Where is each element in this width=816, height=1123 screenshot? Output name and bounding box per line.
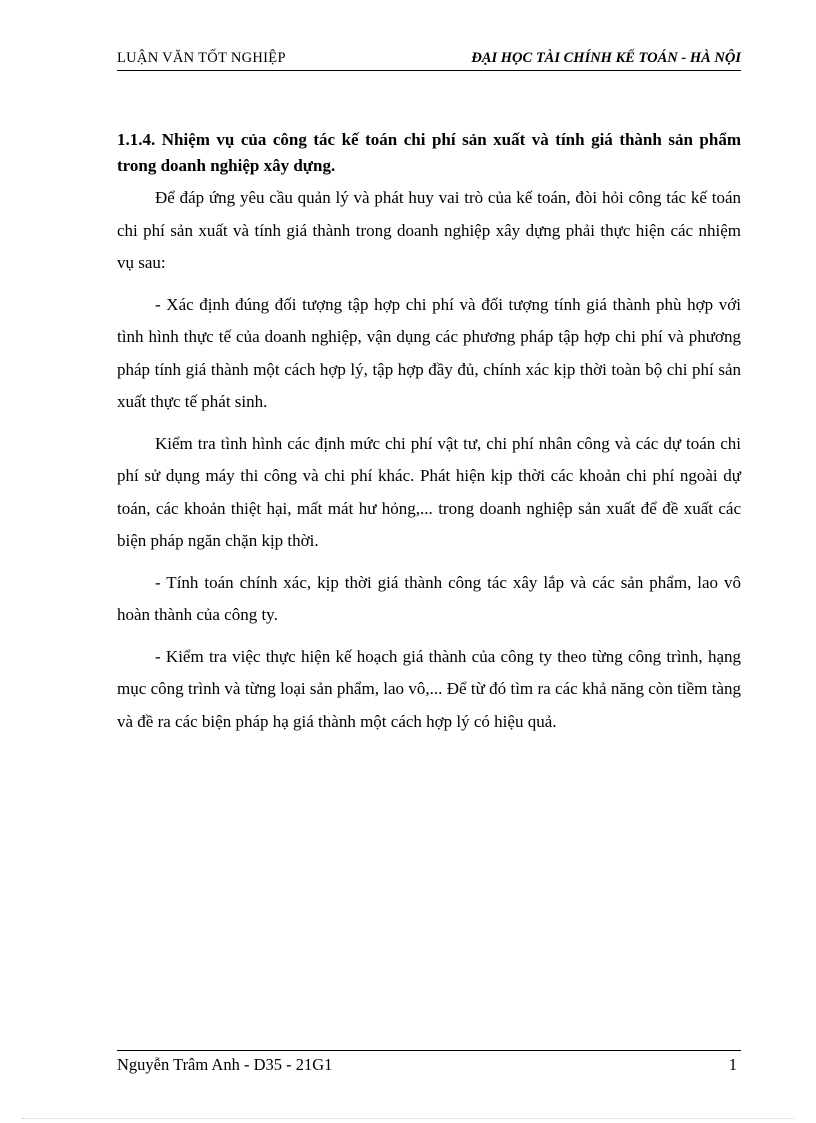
paragraph-check-norms: Kiểm tra tình hình các định mức chi phí vật tư, chi phí nhân công và các dự toán chi phí sử dụng máy thi công và chi phí khác. Phát hiện kịp thời các khoản chi phí ngoài dự toán, các khoản thiệt hại, mất mát hư hỏng,... trong doanh nghiệp sản xuất để đề xuất các biện pháp ngăn chặn kịp thời. bbox=[117, 433, 741, 550]
footer-rule bbox=[117, 1050, 741, 1051]
footer-page-number: 1 bbox=[728, 1055, 737, 1074]
paragraph-intro: Để đáp ứng yêu cầu quản lý và phát huy vai trò của kế toán, đòi hỏi công tác kế toán chi phí sản xuất và tính giá thành trong doanh nghiệp xây dựng phải thực hiện các nhiệm vụ sau: bbox=[117, 188, 741, 272]
section-heading: 1.1.4. Nhiệm vụ của công tác kế toán chi phí sản xuất và tính giá thành sản phẩm trong doanh nghiệp xây dựng. bbox=[117, 130, 741, 175]
page-bottom-edge bbox=[22, 1118, 794, 1119]
section-content bbox=[117, 127, 741, 747]
paragraph-calculate-cost: - Tính toán chính xác, kịp thời giá thành công tác xây lắp và các sản phẩm, lao vô hoàn thành của công ty. bbox=[117, 572, 741, 624]
header-thesis-label: LUẬN VĂN TỐT NGHIỆP bbox=[117, 50, 286, 66]
header-university-label: ĐẠI HỌC TÀI CHÍNH KẾ TOÁN - HÀ NỘI bbox=[471, 50, 741, 66]
header-rule bbox=[117, 70, 741, 71]
page-header bbox=[117, 50, 741, 68]
footer-author: Nguyễn Trâm Anh - D35 - 21G1 bbox=[117, 1055, 333, 1074]
paragraph-determine-objects: - Xác định đúng đối tượng tập hợp chi phí và đối tượng tính giá thành phù hợp với tình hình thực tế của doanh nghiệp, vận dụng các phương pháp tập hợp chi phí và phương pháp tính giá thành một cách hợp lý, tập hợp đầy đủ, chính xác kịp thời toàn bộ chi phí sản xuất thực tế phát sinh. bbox=[117, 294, 741, 411]
paragraph-check-plan: - Kiểm tra việc thực hiện kế hoạch giá thành của công ty theo từng công trình, hạng mục công trình và từng loại sản phẩm, lao vô,... Để từ đó tìm ra các khả năng còn tiềm tàng và đề ra các biện pháp hạ giá thành một cách hợp lý có hiệu quả. bbox=[117, 646, 741, 731]
